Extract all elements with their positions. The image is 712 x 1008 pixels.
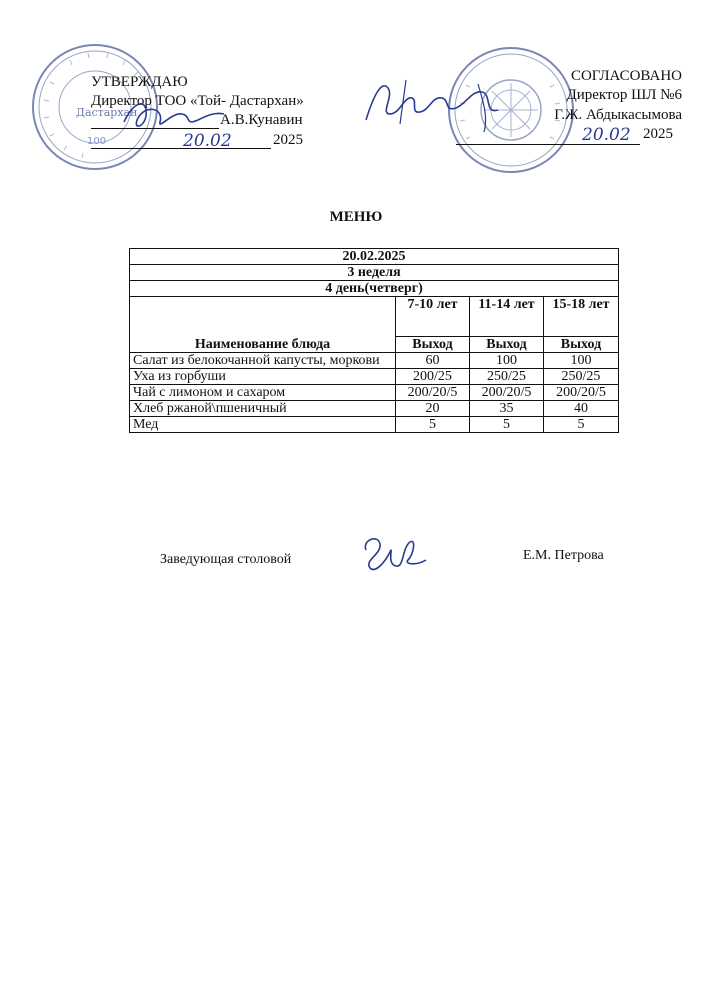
portion-7-10: 200/20/5 [396, 385, 470, 401]
portion-15-18: 5 [544, 417, 619, 433]
date-row [130, 249, 619, 265]
menu-table [129, 248, 619, 433]
dish-name: Уха из горбуши [130, 369, 396, 385]
approve-position: Директор ТОО «Той- Дастархан» [91, 93, 304, 109]
approve-date-line [91, 148, 271, 149]
age-group-header: 7-10 лет [396, 297, 470, 337]
portion-15-18: 250/25 [544, 369, 619, 385]
approve-date-handwritten: 20.02 [183, 131, 232, 151]
footer-role: Заведующая столовой [160, 552, 292, 567]
day-row [130, 281, 619, 297]
approve-name: А.В.Кунавин [220, 112, 303, 128]
agree-signature [360, 74, 510, 136]
footer-signature [356, 530, 432, 576]
output-label: Выход [470, 337, 544, 353]
age-group-header: 11-14 лет [470, 297, 544, 337]
dish-name: Хлеб ржаной\пшеничный [130, 401, 396, 417]
portion-7-10: 20 [396, 401, 470, 417]
portion-11-14: 100 [470, 353, 544, 369]
portion-15-18: 200/20/5 [544, 385, 619, 401]
document-title: МЕНЮ [329, 209, 383, 225]
table-row [130, 353, 619, 369]
portion-7-10: 200/25 [396, 369, 470, 385]
approve-title: УТВЕРЖДАЮ [91, 74, 188, 90]
approve-year: 2025 [273, 132, 303, 148]
portion-7-10: 5 [396, 417, 470, 433]
table-row [130, 385, 619, 401]
age-group-header: 15-18 лет [544, 297, 619, 337]
dish-name: Мед [130, 417, 396, 433]
agree-position: Директор ШЛ №6 [566, 87, 682, 103]
approve-signature [120, 92, 230, 136]
footer-name: Е.М. Петрова [523, 548, 604, 563]
portion-11-14: 5 [470, 417, 544, 433]
output-label: Выход [396, 337, 470, 353]
agree-date-handwritten: 20.02 [582, 125, 631, 145]
age-group-row [130, 297, 619, 337]
portion-15-18: 100 [544, 353, 619, 369]
menu-date: 20.02.2025 [130, 249, 619, 265]
portion-11-14: 35 [470, 401, 544, 417]
stamp-number: 100 [87, 136, 107, 147]
portion-11-14: 250/25 [470, 369, 544, 385]
dish-name: Салат из белокочанной капусты, моркови [130, 353, 396, 369]
portion-7-10: 60 [396, 353, 470, 369]
output-label: Выход [544, 337, 619, 353]
table-row [130, 401, 619, 417]
agree-title: СОГЛАСОВАНО [570, 68, 682, 84]
portion-15-18: 40 [544, 401, 619, 417]
dish-name: Чай с лимоном и сахаром [130, 385, 396, 401]
menu-week: 3 неделя [130, 265, 619, 281]
stamp-center-text: Дастархан [76, 106, 138, 119]
agree-name: Г.Ж. Абдыкасымова [554, 107, 682, 123]
menu-day: 4 день(четверг) [130, 281, 619, 297]
agree-year: 2025 [643, 126, 673, 142]
portion-11-14: 200/20/5 [470, 385, 544, 401]
table-row [130, 369, 619, 385]
dish-header: Наименование блюда [130, 297, 396, 353]
table-row [130, 417, 619, 433]
week-row [130, 265, 619, 281]
